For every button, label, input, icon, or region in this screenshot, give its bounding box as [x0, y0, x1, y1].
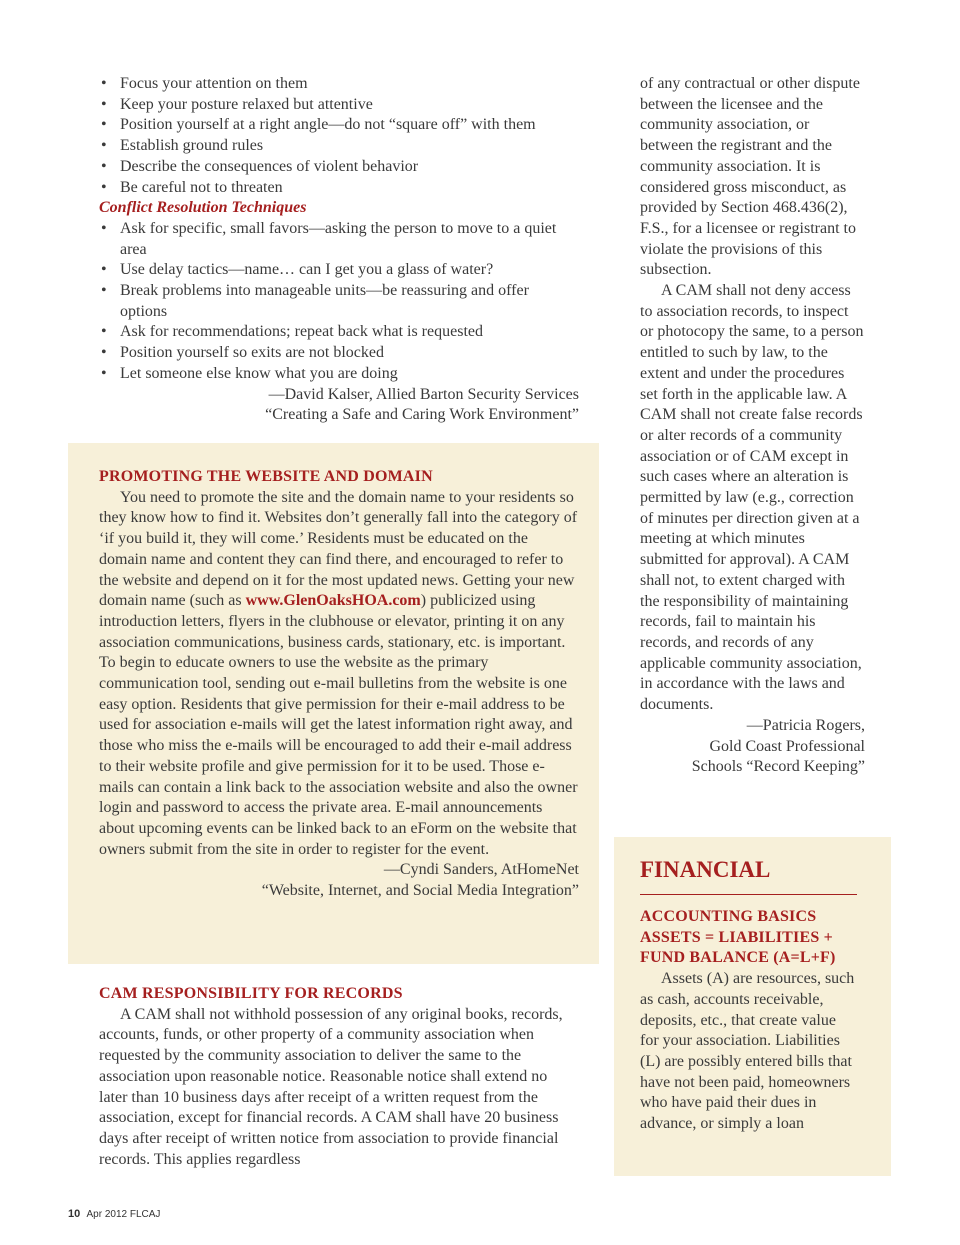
promo-body-text-2: ) publicized using introduction letters, flyers in the clubhouse or elevator, printing it on any association communications, business cards, stationary, etc. is important. To begin to educate owners to use the website as the primary communication tool, sending out e-mail bulletins from the website is one easy option. Residents that give permission for their e-mail address to be used for association e-mails will get the latest information right away, and those who miss the e-mails will be encouraged to add their e-mail address to their website profile and give permission for it to be used. Those e-mails can contain a link back to the association website and also the owner login and password to access the private area. E-mail announcements about upcoming events can be linked back to an eForm on the website that owners submit from the site in order to register for the event. — [99, 592, 578, 858]
attribution-name: —David Kalser, Allied Barton Security Services — [268, 385, 579, 403]
bullet-item: • Let someone else know what you are doing — [99, 364, 579, 385]
conflict-techniques-list — [99, 219, 579, 385]
right-paragraph-2: A CAM shall not deny access to association records, to inspect or photocopy the same, to a person entitled to such by law, to the extent and under the procedures set forth in the applicable law. A CAM shall not create false records or alter records of a community association or of CAM except in such cases where an alteration is permitted by law (e.g., correction of minutes per direction given at a meeting at which minutes submitted for approval). A CAM shall not, to extent charged with the responsibility of maintaining records, fail to maintain his records, and records of any applicable community association, in accordance with the laws and documents. — [640, 282, 864, 714]
bullet-item: • Ask for specific, small favors—asking the person to move to a quiet area — [99, 219, 579, 260]
right-column — [640, 74, 865, 778]
attribution-title: “Creating a Safe and Caring Work Environment” — [265, 406, 579, 424]
promo-attribution-name: —Cyndi Sanders, AtHomeNet — [383, 861, 579, 879]
financial-body: Assets (A) are resources, such as cash, accounts receivable, deposits, etc., that create value for your association. Liabilities (L) are possibly entered bills that have not been paid, homeowners who have paid their dues in advance, or simply a loan — [640, 970, 855, 1133]
financial-title: FINANCIAL — [640, 856, 857, 895]
bullet-item: • Keep your posture relaxed but attentive — [99, 95, 579, 116]
right-attribution-name: —Patricia Rogers, — [746, 716, 865, 734]
right-attribution-title: Schools “Record Keeping” — [691, 758, 865, 776]
cam-body: A CAM shall not withhold possession of any original books, records, accounts, funds, or other property of a community association when requested by the community association to deliver the same to the association upon reasonable notice. Reasonable notice shall extend no later than 10 business days after receipt of a written request from the association, except for financial records. A CAM shall have 20 business days after receipt of written notice from association to provide financial records. This applies regardless — [99, 1005, 563, 1168]
bullet-item: • Break problems into manageable units—be reassuring and offer options — [99, 281, 579, 322]
safety-tips-list — [99, 74, 579, 198]
page-number: 10 — [68, 1208, 81, 1220]
promo-body-text-1: You need to promote the site and the domain name to your residents so they know how to find it. Websites don’t generally fall into the category of ‘if you build it, they will come.’ Residents must be educated on the domain name and content they can find there, and encouraged to refer to the website and depend on it for the most updated news. Getting your new domain name (such as — [99, 488, 578, 610]
right-paragraph-1: of any contractual or other dispute between the licensee and the community association, or between the registrant and the community association. It is considered gross misconduct, as provided by Section 468.436(2), F.S., for a licensee or registrant to violate the provisions of this subsection. — [640, 75, 860, 279]
bullet-item: • Ask for recommendations; repeat back what is requested — [99, 322, 579, 343]
page-footer — [68, 1204, 160, 1226]
promo-body — [99, 488, 579, 861]
accounting-basics-heading: ACCOUNTING BASICS — [640, 908, 817, 925]
bullet-item: • Be careful not to threaten — [99, 178, 579, 199]
issue-label: Apr 2012 FLCAJ — [86, 1209, 161, 1220]
website-link[interactable]: www.GlenOaksHOA.com — [245, 592, 421, 610]
bullet-item: • Describe the consequences of violent behavior — [99, 157, 579, 178]
financial-section — [640, 856, 857, 1135]
bullet-item: • Position yourself at a right angle—do not “square off” with them — [99, 115, 579, 136]
bullet-item: • Position yourself so exits are not blocked — [99, 343, 579, 364]
cam-section — [99, 984, 579, 1170]
promo-heading: PROMOTING THE WEBSITE AND DOMAIN — [99, 468, 433, 485]
right-attribution-org: Gold Coast Professional — [709, 737, 865, 755]
cam-heading: CAM RESPONSIBILITY FOR RECORDS — [99, 985, 403, 1002]
bullet-item: • Use delay tactics—name… can I get you a glass of water? — [99, 260, 579, 281]
conflict-resolution-heading: Conflict Resolution Techniques — [99, 199, 307, 217]
accounting-formula: ASSETS = LIABILITIES + FUND BALANCE (A=L+F) — [640, 928, 836, 967]
bullet-item: • Establish ground rules — [99, 136, 579, 157]
promo-attribution-title: “Website, Internet, and Social Media Integration” — [261, 882, 579, 900]
left-column — [99, 74, 579, 426]
bullet-item: • Focus your attention on them — [99, 74, 579, 95]
promo-section — [99, 467, 579, 902]
